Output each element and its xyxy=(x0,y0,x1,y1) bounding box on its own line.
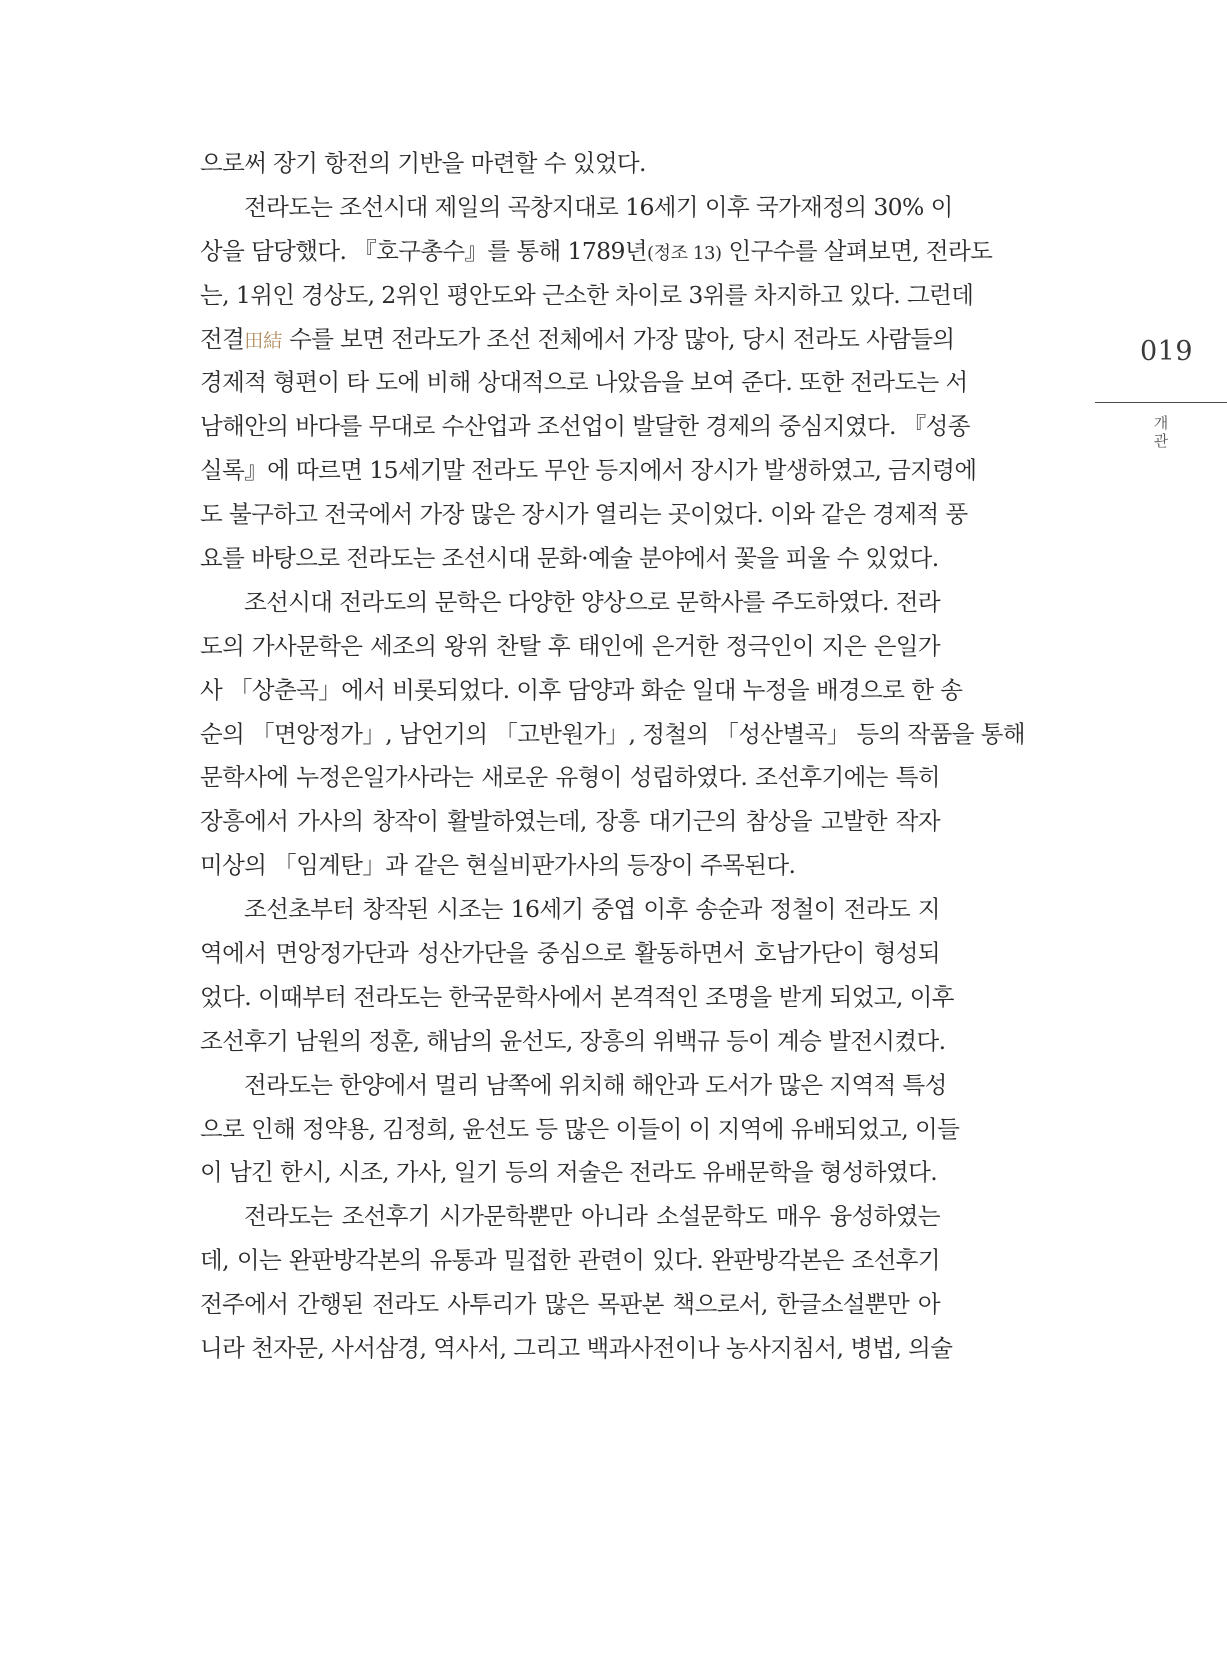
text-line xyxy=(200,800,940,844)
text-segment: 전라도는 조선후기 시가문학뿐만 아니라 소설문학도 매우 융성하였는 xyxy=(244,1202,940,1231)
text-line xyxy=(200,537,940,581)
text-line xyxy=(200,756,940,800)
text-line xyxy=(200,142,940,186)
text-segment: 인구수를 살펴보면, 전라도 xyxy=(721,236,993,265)
section-label-char: 관 xyxy=(1153,432,1169,450)
text-line xyxy=(200,1283,940,1327)
text-line xyxy=(200,1020,946,1064)
text-line xyxy=(200,449,977,493)
side-divider xyxy=(1095,402,1227,403)
text-line xyxy=(200,493,968,537)
text-segment: 전주에서 간행된 전라도 사투리가 많은 목판본 책으로서, 한글소설뿐만 아 xyxy=(200,1290,940,1319)
text-line xyxy=(200,1327,953,1371)
inline-note: (정조 13) xyxy=(646,242,722,264)
text-segment: 는, 1위인 경상도, 2위인 평안도와 근소한 차이로 3위를 차지하고 있다. 그런데 xyxy=(200,280,974,309)
text-line xyxy=(200,405,970,449)
text-segment: 역에서 면앙정가단과 성산가단을 중심으로 활동하면서 호남가단이 형성되 xyxy=(200,939,940,968)
text-segment: 실록』에 따르면 15세기말 전라도 무안 등지에서 장시가 발생하였고, 금지령에 xyxy=(200,456,977,485)
text-segment: 순의 「면앙정가」, 남언기의 「고반원가」, 정철의 「성산별곡」 등의 작품을 통해 xyxy=(200,719,1025,748)
text-segment: 전라도는 조선시대 제일의 곡창지대로 16세기 이후 국가재정의 30% 이 xyxy=(244,192,953,221)
text-segment: 전결 xyxy=(200,324,245,353)
text-segment: 사 「상춘곡」에서 비롯되었다. 이후 담양과 화순 일대 누정을 배경으로 한 송 xyxy=(200,675,963,704)
text-line xyxy=(200,625,940,669)
text-line xyxy=(200,844,940,888)
text-line xyxy=(200,274,974,318)
text-segment: 이 남긴 한시, 시조, 가사, 일기 등의 저술은 전라도 유배문학을 형성하였다. xyxy=(200,1158,938,1187)
text-segment: 도의 가사문학은 세조의 왕위 찬탈 후 태인에 은거한 정극인이 지은 은일가 xyxy=(200,631,940,660)
text-line xyxy=(200,581,940,625)
text-segment: 수를 보면 전라도가 조선 전체에서 가장 많아, 당시 전라도 사람들의 xyxy=(282,324,955,353)
text-line xyxy=(200,1239,940,1283)
text-line xyxy=(200,186,953,230)
text-segment: 었다. 이때부터 전라도는 한국문학사에서 본격적인 조명을 받게 되었고, 이후 xyxy=(200,982,954,1011)
section-label xyxy=(1150,414,1172,450)
text-segment: 요를 바탕으로 전라도는 조선시대 문화·예술 분야에서 꽃을 피울 수 있었다. xyxy=(200,544,939,573)
text-line xyxy=(200,1151,940,1195)
text-line xyxy=(200,361,968,405)
text-segment: 으로 인해 정약용, 김정희, 윤선도 등 많은 이들이 이 지역에 유배되었고, 이들 xyxy=(200,1114,960,1143)
text-line xyxy=(200,888,940,932)
text-line xyxy=(200,1064,947,1108)
text-segment: 으로써 장기 항전의 기반을 마련할 수 있었다. xyxy=(200,149,646,177)
text-segment: 전라도는 한양에서 멀리 남쪽에 위치해 해안과 도서가 많은 지역적 특성 xyxy=(244,1070,947,1099)
text-segment: 경제적 형편이 타 도에 비해 상대적으로 나았음을 보여 준다. 또한 전라도는 서 xyxy=(200,368,968,397)
text-line xyxy=(200,976,954,1020)
text-segment: 조선초부터 창작된 시조는 16세기 중엽 이후 송순과 정철이 전라도 지 xyxy=(244,895,940,924)
text-segment: 도 불구하고 전국에서 가장 많은 장시가 열리는 곳이었다. 이와 같은 경제적 풍 xyxy=(200,500,968,529)
hanja-annotation: 田結 xyxy=(244,329,283,352)
text-line xyxy=(200,932,940,976)
text-segment: 데, 이는 완판방각본의 유통과 밀접한 관련이 있다. 완판방각본은 조선후기 xyxy=(200,1246,940,1275)
text-line xyxy=(200,230,993,274)
text-line xyxy=(200,1108,960,1152)
text-segment: 남해안의 바다를 무대로 수산업과 조선업이 발달한 경제의 중심지였다. 『성종 xyxy=(200,412,970,441)
section-label-char: 개 xyxy=(1153,414,1169,432)
body-text xyxy=(200,142,1025,1371)
text-segment: 장흥에서 가사의 창작이 활발하였는데, 장흥 대기근의 참상을 고발한 작자 xyxy=(200,807,940,836)
text-segment: 미상의 「임계탄」과 같은 현실비판가사의 등장이 주목된다. xyxy=(200,851,796,880)
text-segment: 문학사에 누정은일가사라는 새로운 유형이 성립하였다. 조선후기에는 특히 xyxy=(200,763,940,792)
text-segment: 조선시대 전라도의 문학은 다양한 양상으로 문학사를 주도하였다. 전라 xyxy=(244,587,940,616)
text-line xyxy=(200,318,955,362)
text-line xyxy=(200,669,963,713)
text-line xyxy=(200,1195,940,1239)
text-segment: 니라 천자문, 사서삼경, 역사서, 그리고 백과사전이나 농사지침서, 병법, 의술 xyxy=(200,1334,953,1363)
text-segment: 상을 담당했다. 『호구총수』를 통해 1789년 xyxy=(200,236,647,265)
text-line xyxy=(200,713,1025,757)
text-segment: 조선후기 남원의 정훈, 해남의 윤선도, 장흥의 위백규 등이 계승 발전시켰다. xyxy=(200,1026,946,1055)
page-number: 019 xyxy=(1140,336,1194,367)
